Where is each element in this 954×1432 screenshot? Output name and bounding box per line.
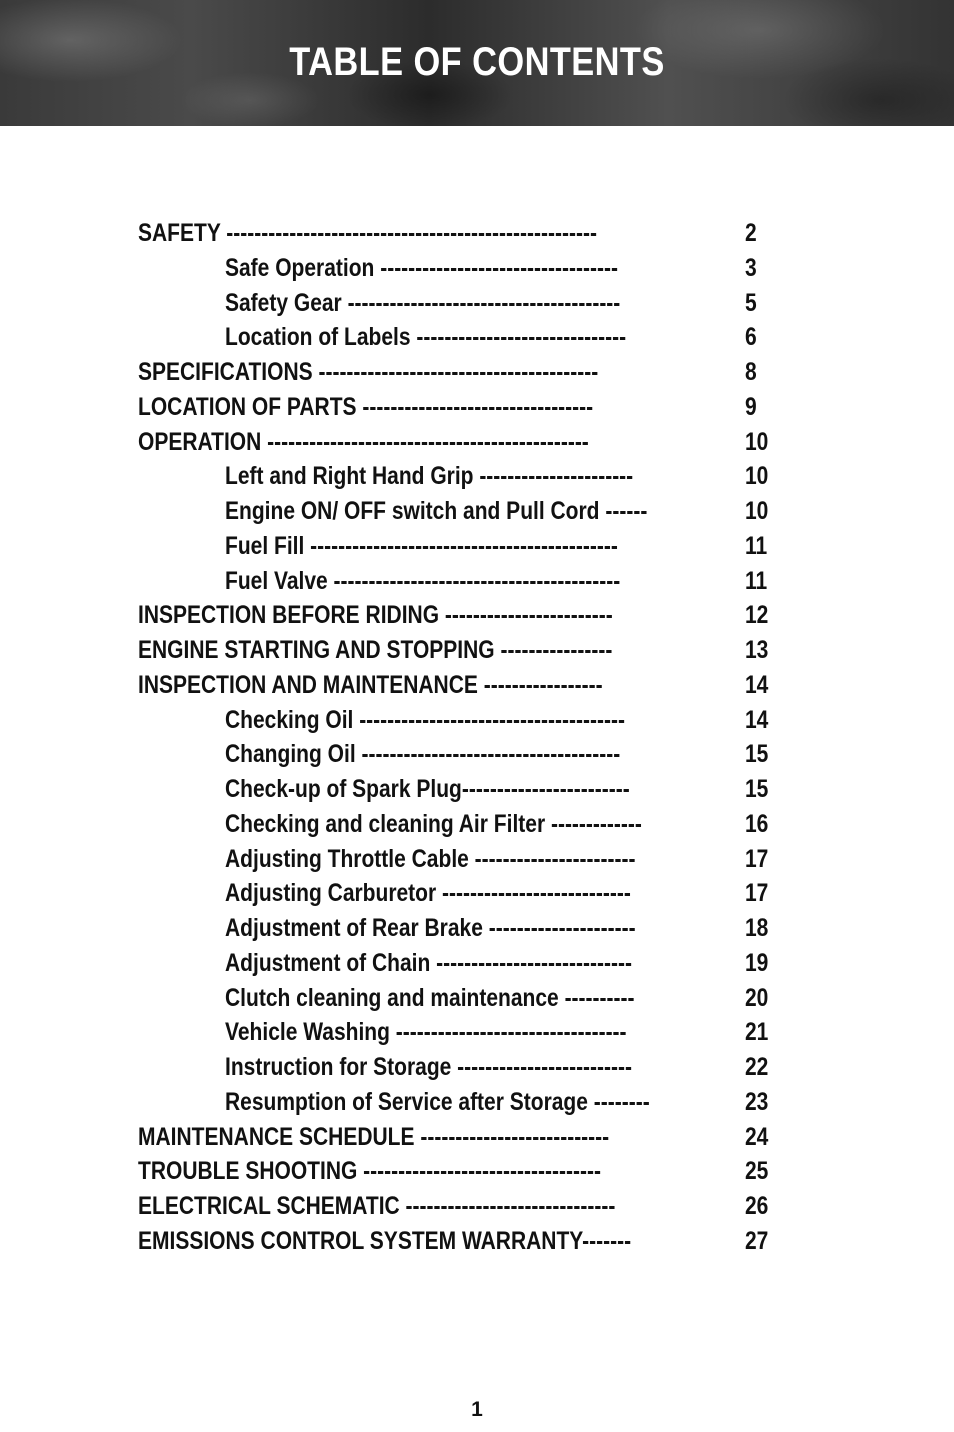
toc-entry-page: 10	[745, 497, 769, 525]
toc-entry-page: 5	[745, 288, 757, 317]
toc-entry	[138, 1189, 818, 1224]
toc-entry	[138, 355, 818, 390]
toc-entry-title: INSPECTION BEFORE RIDING ------------------------	[138, 601, 613, 630]
toc-entry-title: SAFETY -----------------------------------------------------	[138, 219, 597, 247]
toc-entry-page: 15	[745, 775, 769, 803]
toc-entry-title: Check-up of Spark Plug------------------------	[225, 775, 630, 803]
toc-entry-page: 14	[745, 670, 769, 699]
toc-entry-page: 17	[745, 844, 769, 873]
toc-entry-page: 13	[745, 636, 769, 664]
toc-entry	[138, 981, 818, 1016]
toc-entry-page: 25	[745, 1157, 769, 1186]
toc-entry	[138, 633, 818, 668]
toc-entry	[138, 1085, 818, 1120]
toc-entry-title: Adjustment of Chain ----------------------------	[225, 948, 632, 977]
toc-entry-page: 15	[745, 740, 769, 769]
toc-entry-page: 3	[745, 253, 757, 282]
toc-entry-title: OPERATION ----------------------------------------------	[138, 427, 589, 456]
toc-entry	[138, 529, 818, 564]
toc-entry-title: Changing Oil -------------------------------------	[225, 740, 621, 769]
toc-entry-title: ELECTRICAL SCHEMATIC ------------------------------	[138, 1192, 616, 1220]
toc-entry	[138, 946, 818, 981]
toc-entry-title: Instruction for Storage -------------------------	[225, 1053, 633, 1081]
toc-entry	[138, 1154, 818, 1189]
toc-entry	[138, 772, 818, 807]
toc-entry-title: Clutch cleaning and maintenance ----------	[225, 983, 635, 1012]
toc-entry-title: Checking and cleaning Air Filter -------------	[225, 809, 642, 838]
toc-entry-title: LOCATION OF PARTS ---------------------------------	[138, 392, 594, 421]
toc-entry-page: 8	[745, 358, 757, 386]
toc-entry	[138, 286, 818, 321]
toc-entry-title: Adjusting Carburetor ---------------------------	[225, 879, 631, 908]
toc-entry-title: EMISSIONS CONTROL SYSTEM WARRANTY-------	[138, 1226, 632, 1255]
toc-entry-title: Safety Gear ---------------------------------------	[225, 288, 621, 317]
toc-entry	[138, 1120, 818, 1155]
toc-entry-page: 21	[745, 1018, 769, 1047]
toc-entry-title: Fuel Fill --------------------------------------------	[225, 531, 618, 560]
toc-entry-page: 16	[745, 809, 769, 838]
header-banner	[0, 0, 954, 126]
toc-entry	[138, 668, 818, 703]
toc-entry-title: Checking Oil --------------------------------------	[225, 705, 625, 734]
toc-entry	[138, 1015, 818, 1050]
toc-entry-page: 10	[745, 427, 769, 456]
toc-entry-page: 10	[745, 462, 769, 491]
toc-entry	[138, 425, 818, 460]
toc-entry-title: Adjustment of Rear Brake ---------------------	[225, 914, 636, 942]
toc-entry-page: 11	[745, 531, 768, 560]
toc-entry-page: 11	[745, 566, 768, 595]
toc-entry-title: ENGINE STARTING AND STOPPING ----------------	[138, 636, 613, 664]
toc-entry-title: Adjusting Throttle Cable -----------------------	[225, 844, 636, 873]
toc-entry-title: MAINTENANCE SCHEDULE ---------------------------	[138, 1122, 610, 1151]
toc-entry-title: Vehicle Washing ---------------------------------	[225, 1018, 627, 1047]
toc-entry-page: 20	[745, 983, 769, 1012]
toc-entry-page: 2	[745, 219, 757, 247]
toc-entry	[138, 564, 818, 599]
toc-entry	[138, 1050, 818, 1085]
toc-entry	[138, 459, 818, 494]
toc-entry	[138, 390, 818, 425]
toc-entry	[138, 737, 818, 772]
toc-entry	[138, 494, 818, 529]
page-number: 1	[471, 1398, 483, 1421]
toc-entry-page: 9	[745, 392, 757, 421]
toc-entry-page: 6	[745, 323, 757, 352]
toc-entry-title: Engine ON/ OFF switch and Pull Cord ------	[225, 497, 648, 525]
toc-entry-title: SPECIFICATIONS ----------------------------------------	[138, 358, 599, 386]
toc-entry-page: 12	[745, 601, 769, 630]
toc-entry	[138, 911, 818, 946]
toc-entry-title: Location of Labels ------------------------------	[225, 323, 627, 352]
toc-entry-title: Fuel Valve -----------------------------------------	[225, 566, 621, 595]
toc-entry-page: 22	[745, 1053, 769, 1081]
toc-entry-page: 18	[745, 914, 769, 942]
toc-entry	[138, 703, 818, 738]
toc-entry-title: Safe Operation ----------------------------------	[225, 253, 618, 282]
toc-entry	[138, 807, 818, 842]
toc-entry-page: 27	[745, 1226, 769, 1255]
toc-entry-page: 19	[745, 948, 769, 977]
toc-entry-page: 17	[745, 879, 769, 908]
toc-entry	[138, 876, 818, 911]
toc-entry-title: Left and Right Hand Grip ----------------------	[225, 462, 634, 491]
toc-entry-page: 14	[745, 705, 769, 734]
toc-entry	[138, 251, 818, 286]
toc-entry	[138, 216, 818, 251]
toc-entry	[138, 1224, 818, 1259]
toc-entry-page: 24	[745, 1122, 769, 1151]
toc-entry-title: INSPECTION AND MAINTENANCE -----------------	[138, 670, 603, 699]
page-title: TABLE OF CONTENTS	[289, 40, 665, 84]
toc-entry-page: 23	[745, 1087, 769, 1116]
toc-entry	[138, 320, 818, 355]
toc-entry-page: 26	[745, 1192, 769, 1220]
table-of-contents	[138, 216, 818, 1259]
toc-entry	[138, 842, 818, 877]
toc-entry	[138, 598, 818, 633]
toc-entry-title: TROUBLE SHOOTING ----------------------------------	[138, 1157, 601, 1186]
toc-entry-title: Resumption of Service after Storage --------	[225, 1087, 650, 1116]
